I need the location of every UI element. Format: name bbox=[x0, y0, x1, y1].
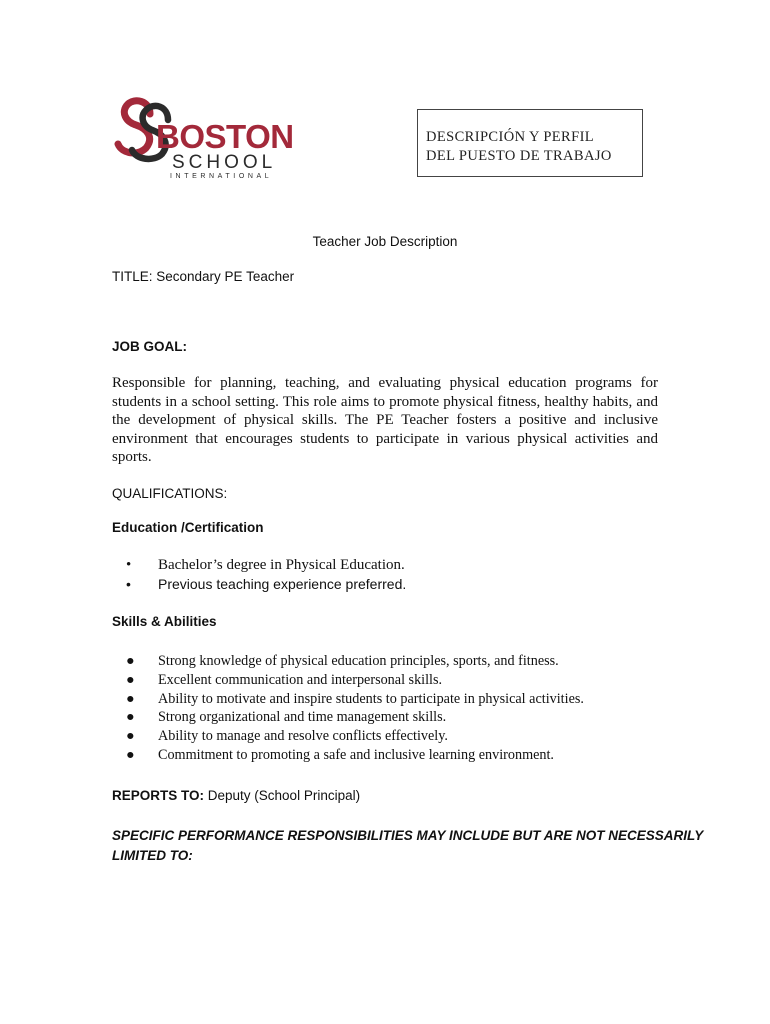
bullet-icon: ● bbox=[126, 653, 135, 669]
list-item bbox=[112, 746, 584, 765]
list-item bbox=[112, 575, 406, 594]
education-heading: Education /Certification bbox=[112, 520, 264, 535]
job-goal-heading: JOB GOAL: bbox=[112, 339, 188, 354]
skills-list bbox=[112, 652, 584, 765]
header-line-1: DESCRIPCIÓN Y PERFIL bbox=[426, 129, 595, 145]
list-item-text: Previous teaching experience preferred. bbox=[158, 576, 407, 592]
list-item-text: Strong knowledge of physical education principles, sports, and fitness. bbox=[158, 653, 559, 669]
job-goal-text: Responsible for planning, teaching, and evaluating physical education programs for students in a school setting. This role aims to promote physical fitness, healthy habits, and the development of physical skills. The PE Teacher fosters a positive and inclusive environment that encourages students to participate in various physical activities and sports. bbox=[112, 375, 658, 466]
document-title bbox=[0, 234, 770, 249]
list-item bbox=[112, 708, 584, 727]
list-item-text: Commitment to promoting a safe and inclusive learning environment. bbox=[158, 746, 554, 763]
bullet-icon: ● bbox=[126, 746, 135, 763]
bullet-icon: ● bbox=[126, 690, 135, 707]
reports-to-label: REPORTS TO: bbox=[112, 788, 205, 803]
bullet-icon: ● bbox=[126, 671, 135, 688]
qualifications-heading: QUALIFICATIONS: bbox=[112, 486, 228, 501]
reports-to-line bbox=[112, 788, 360, 803]
list-item-text: Excellent communication and interpersonal skills. bbox=[158, 671, 443, 688]
education-list bbox=[112, 556, 406, 594]
list-item-text: Ability to motivate and inspire students to participate in physical activities. bbox=[158, 690, 584, 707]
list-item bbox=[112, 690, 584, 709]
responsibilities-line-2: LIMITED TO: bbox=[112, 848, 193, 863]
list-item bbox=[112, 556, 406, 575]
document-title-text: Teacher Job Description bbox=[312, 234, 458, 249]
list-item bbox=[112, 671, 584, 690]
responsibilities-line-1: SPECIFIC PERFORMANCE RESPONSIBILITIES MAY INCLUDE BUT ARE NOT NECESSARILY bbox=[112, 828, 704, 843]
list-item-text: Strong organizational and time management skills. bbox=[158, 709, 447, 726]
skills-heading: Skills & Abilities bbox=[112, 614, 217, 629]
boston-school-logo bbox=[110, 92, 295, 184]
svg-text:BOSTON: BOSTON bbox=[156, 118, 294, 155]
bullet-icon: • bbox=[126, 557, 132, 573]
header-line-2: DEL PUESTO DE TRABAJO bbox=[426, 148, 612, 164]
list-item-text: Ability to manage and resolve conflicts effectively. bbox=[158, 728, 448, 745]
bullet-icon: • bbox=[126, 576, 131, 592]
list-item bbox=[112, 727, 584, 746]
header-box bbox=[417, 109, 643, 177]
list-item bbox=[112, 652, 584, 671]
reports-to-value: Deputy (School Principal) bbox=[204, 788, 361, 803]
svg-text:INTERNATIONAL: INTERNATIONAL bbox=[170, 173, 273, 180]
job-title-line: TITLE: Secondary PE Teacher bbox=[112, 269, 295, 284]
responsibilities-heading bbox=[112, 826, 704, 866]
bullet-icon: ● bbox=[126, 728, 135, 745]
svg-text:SCHOOL: SCHOOL bbox=[172, 152, 277, 173]
list-item-text: Bachelor’s degree in Physical Education. bbox=[158, 557, 405, 573]
bullet-icon: ● bbox=[126, 709, 135, 726]
